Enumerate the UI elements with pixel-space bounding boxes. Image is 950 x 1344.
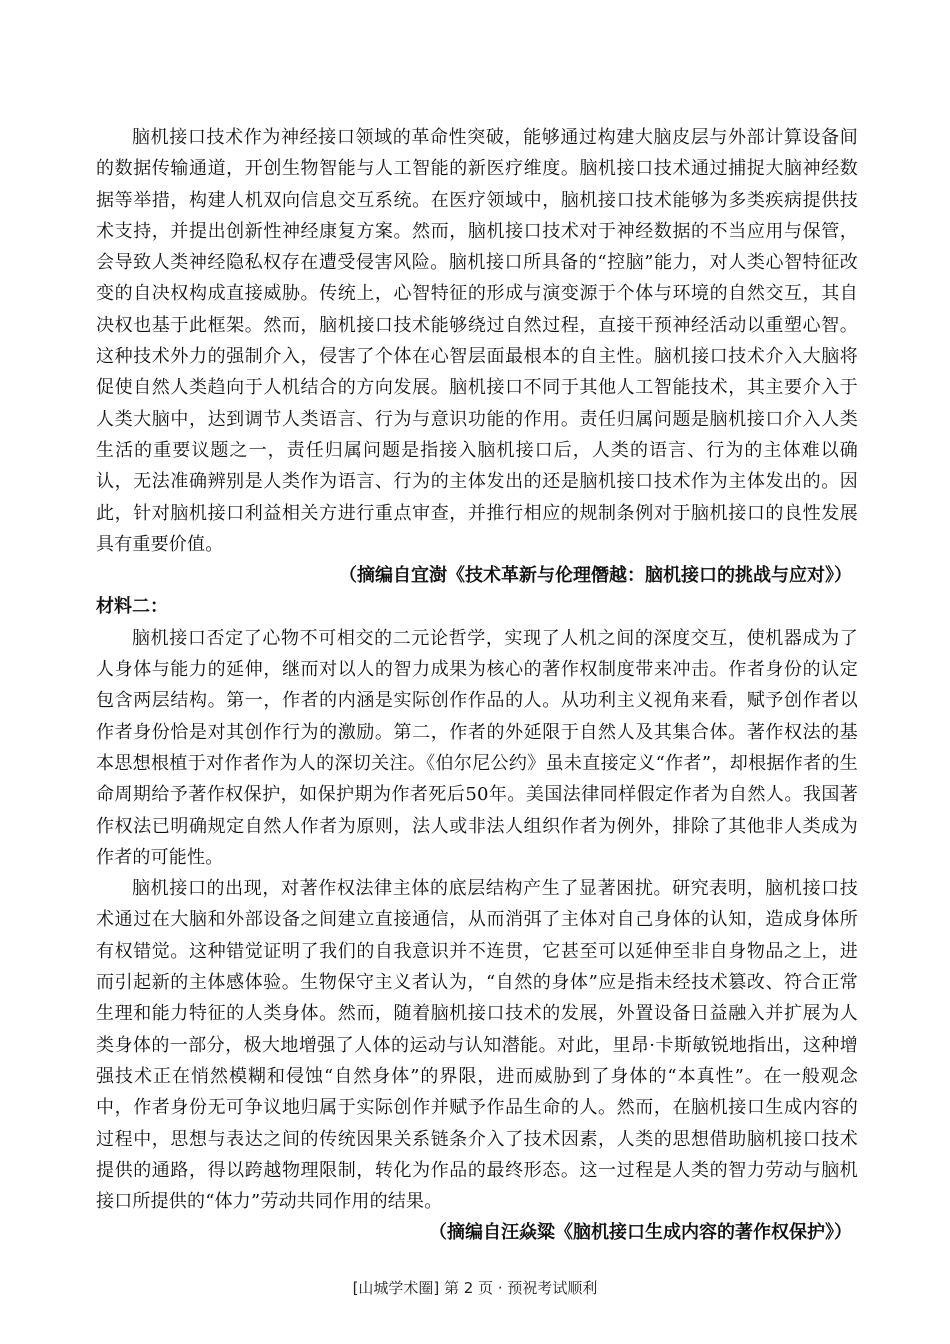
material1-paragraph: 脑机接口技术作为神经接口领域的革命性突破，能够通过构建大脑皮层与外部计算设备间的数据传输通道，开创生物智能与人工智能的新医疗维度。脑机接口技术通过捕捉大脑神经数据等举措，构建人机双向信息交互系统。在医疗领域中，脑机接口技术能够为多类疾病提供技术支持，并提出创新性神经康复方案。然而，脑机接口技术对于神经数据的不当应用与保管，会导致人类神经隐私权存在遭受侵害风险。脑机接口所具备的“控脑”能力，对人类心智特征改变的自决权构成直接威胁。传统上，心智特征的形成与演变源于个体与环境的自然交互，其自决权也基于此框架。然而，脑机接口技术能够绕过自然过程，直接干预神经活动以重塑心智。这种技术外力的强制介入，侵害了个体在心智层面最根本的自主性。脑机接口技术介入大脑将促使自然人类趋向于人机结合的方向发展。脑机接口不同于其他人工智能技术，其主要介入于人类大脑中，达到调节人类语言、行为与意识功能的作用。责任归属问题是脑机接口介入人类生活的重要议题之一，责任归属问题是指接入脑机接口后，人类的语言、行为的主体难以确认，无法准确辨别是人类作为语言、行为的主体发出的还是脑机接口技术作为主体发出的。因此，针对脑机接口利益相关方进行重点审查，并推行相应的规制条例对于脑机接口的良性发展具有重要价值。: [96, 127, 858, 555]
material2-source: （摘编自汪焱粱《脑机接口生成内容的著作权保护》）: [429, 1222, 852, 1244]
material2-paragraph-2: 脑机接口的出现，对著作权法律主体的底层结构产生了显著困扰。研究表明，脑机接口技术通过在大脑和外部设备之间建立直接通信，从而消弭了主体对自己身体的认知，造成身体所有权错觉。这种错觉证明了我们的自我意识并不连贯，它甚至可以延伸至非自身物品之上，进而引起新的主体感体验。生物保守主义者认为，“自然的身体”应是指未经技术篡改、符合正常生理和能力特征的人类身体。然而，随着脑机接口技术的发展，外置设备日益融入并扩展为人类身体的一部分，极大地增强了人体的运动与认知潜能。对此，里昂·卡斯敏锐地指出，这种增强技术正在悄然模糊和侵蚀“自然身体”的界限，进而威胁到了身体的“本真性”。在一般观念中，作者身份无可争议地归属于实际创作并赋予作品生命的人。然而，在脑机接口生成内容的过程中，思想与表达之间的传统因果关系链条介入了技术因素，人类的思想借助脑机接口技术提供的通路，得以跨越物理限制，转化为作品的最终形态。这一过程是人类的智力劳动与脑机接口所提供的“体力”劳动共同作用的结果。: [96, 878, 858, 1213]
material2-heading: 材料二：: [96, 596, 168, 618]
material2-paragraph-1: 脑机接口否定了心物不可相交的二元论哲学，实现了人机之间的深度交互，使机器成为了人身体与能力的延伸，继而对以人的智力成果为核心的著作权制度带来冲击。作者身份的认定包含两层结构。第一，作者的内涵是实际创作作品的人。从功利主义视角来看，赋予创作者以作者身份恰是对其创作行为的激励。第二，作者的外延限于自然人及其集合体。著作权法的基本思想根植于对作者作为人的深切关注。《伯尔尼公约》虽未直接定义“作者”，却根据作者的生命周期给予著作权保护，如保护期为作者死后50年。美国法律同样假定作者为自然人。我国著作权法已明确规定自然人作者为原则，法人或非法人组织作者为例外，排除了其他非人类成为作者的可能性。: [96, 627, 858, 868]
document-body: [96, 122, 858, 1249]
material1-source: （摘编自宜澍《技术革新与伦理僭越：脑机接口的挑战与应对》）: [339, 565, 852, 587]
page-footer: [山城学术圈] 第 2 页 · 预祝考试顺利: [352, 1279, 598, 1297]
